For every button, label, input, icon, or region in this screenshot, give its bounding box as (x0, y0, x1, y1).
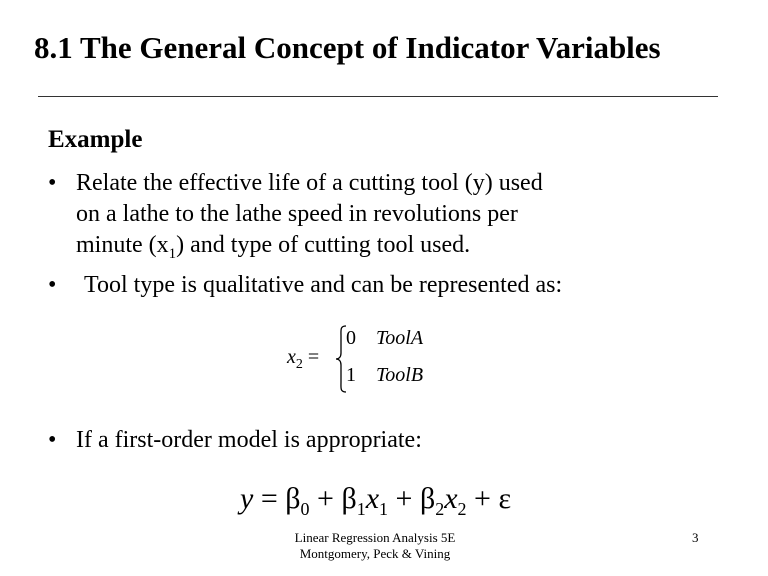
subscript: 2 (435, 499, 445, 519)
epsilon-symbol: ε (498, 482, 512, 515)
footer-line: Linear Regression Analysis 5E (294, 530, 456, 545)
equals-sign: = (253, 482, 286, 515)
beta-symbol: β (341, 482, 357, 515)
bullet-text: Tool type is qualitative and can be represented as: (84, 272, 563, 298)
variable: x (287, 346, 296, 368)
variable: y (240, 482, 254, 515)
case-value: 0 (346, 327, 356, 349)
variable: x (444, 482, 458, 515)
subscript: 2 (457, 499, 467, 519)
footer-line: Montgomery, Peck & Vining (299, 546, 451, 561)
bullet-line-part: minute (x (76, 232, 169, 258)
bullet-line-part: ) and type of cutting tool used. (176, 232, 471, 258)
variable: x (365, 482, 380, 515)
bullet-dot: • (48, 170, 57, 196)
plus-sign: + (388, 482, 420, 515)
case-value: 1 (346, 364, 356, 386)
equals-sign: = (302, 346, 320, 368)
bullet-line (76, 230, 543, 270)
beta-symbol: β (419, 482, 436, 515)
bullet-line: Relate the effective life of a cutting tool (y) used (76, 170, 543, 196)
example-heading: Example (48, 126, 143, 153)
slide-footer (255, 530, 495, 562)
indicator-equation (283, 322, 463, 397)
bullet-dot: • (48, 427, 57, 453)
subscript: 0 (300, 499, 310, 519)
subscript: 1 (379, 499, 389, 519)
bullet-line: on a lathe to the lathe speed in revolutions per (76, 201, 518, 227)
page-number: 3 (692, 530, 699, 545)
equation-case-row (346, 364, 423, 387)
equation-case-row (346, 327, 423, 350)
plus-sign: + (466, 482, 499, 515)
bullet-text: If a first-order model is appropriate: (76, 427, 422, 453)
bullet-text (76, 168, 543, 270)
title-divider (38, 96, 718, 97)
model-equation (240, 482, 511, 520)
case-label: ToolA (376, 327, 424, 349)
subscript: 1 (356, 499, 366, 519)
equation-lhs (287, 346, 319, 373)
slide-title: 8.1 The General Concept of Indicator Variables (34, 30, 661, 65)
plus-sign: + (309, 482, 342, 515)
bullet-dot: • (48, 272, 57, 298)
subscript: 2 (295, 357, 303, 372)
case-label: ToolB (376, 364, 424, 386)
subscript: 1 (168, 245, 177, 262)
beta-symbol: β (285, 482, 301, 515)
